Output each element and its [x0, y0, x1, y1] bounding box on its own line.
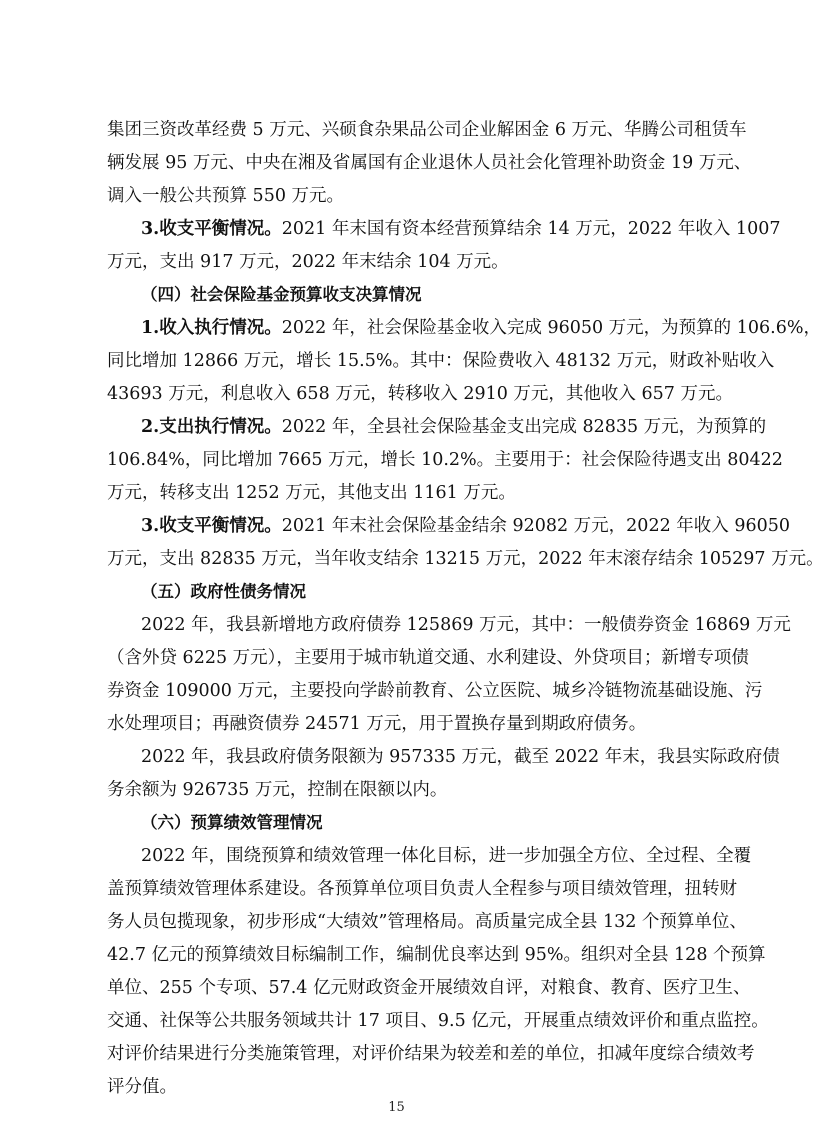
section-heading: （五）政府性债务情况 [141, 582, 306, 601]
body-line: 调入一般公共预算 550 万元。 [107, 186, 345, 206]
paragraph-line: 2022 年，围绕预算和绩效管理一体化目标，进一步加强全方位、全过程、全覆 [141, 846, 752, 866]
body-line: 同比增加 12866 万元，增长 15.5%。其中：保险费收入 48132 万元，财政补贴收入 [107, 351, 775, 371]
section-heading: （四）社会保险基金预算收支决算情况 [141, 285, 422, 304]
page-number: 15 [388, 1100, 405, 1115]
body-line: 水处理项目；再融资债券 24571 万元，用于置换存量到期政府债务。 [107, 714, 647, 734]
body-line: 辆发展 95 万元、中央在湘及省属国有企业退休人员社会化管理补助资金 19 万元、 [107, 153, 752, 173]
body-line: 务人员包揽现象，初步形成“大绩效”管理格局。高质量完成全县 132 个预算单位、 [107, 912, 747, 932]
paragraph-line: 3.收支平衡情况。2021 年末国有资本经营预算结余 14 万元，2022 年收入 1007 [141, 219, 781, 239]
body-line: 评分值。 [107, 1077, 177, 1097]
section-label: 3.收支平衡情况。 [141, 516, 282, 536]
body-line: 集团三资改革经费 5 万元、兴硕食杂果品公司企业解困金 6 万元、华腾公司租赁车 [107, 120, 747, 140]
body-line: 对评价结果进行分类施策管理，对评价结果为较差和差的单位，扣减年度综合绩效考 [107, 1044, 755, 1064]
section-heading: （六）预算绩效管理情况 [141, 813, 323, 832]
section-label: 3.收支平衡情况。 [141, 219, 282, 239]
body-line: （含外贷 6225 万元），主要用于城市轨道交通、水利建设、外贷项目；新增专项债 [107, 648, 749, 668]
body-line: 42.7 亿元的预算绩效目标编制工作，编制优良率达到 95%。组织对全县 128 个预算 [107, 945, 766, 965]
body-line: 万元，支出 917 万元，2022 年末结余 104 万元。 [107, 252, 509, 272]
paragraph-line: 2022 年，我县新增地方政府债券 125869 万元，其中：一般债券资金 16869 万元 [141, 615, 791, 635]
body-line: 单位、255 个专项、57.4 亿元财政资金开展绩效自评，对粮食、教育、医疗卫生、 [107, 978, 751, 998]
paragraph-line: 2.支出执行情况。2022 年，全县社会保险基金支出完成 82835 万元，为预算的 [141, 417, 767, 437]
body-line: 盖预算绩效管理体系建设。各预算单位项目负责人全程参与项目绩效管理，扭转财 [107, 879, 737, 899]
body-line: 务余额为 926735 万元，控制在限额以内。 [107, 780, 448, 800]
body-line: 万元，支出 82835 万元，当年收支结余 13215 万元，2022 年末滚存结余 105297 万元。 [107, 549, 824, 569]
section-label: 2.支出执行情况。 [141, 417, 282, 437]
body-line: 43693 万元，利息收入 658 万元，转移收入 2910 万元，其他收入 657 万元。 [107, 384, 733, 404]
paragraph-line: 3.收支平衡情况。2021 年末社会保险基金结余 92082 万元，2022 年收入 96050 [141, 516, 791, 536]
paragraph-line: 1.收入执行情况。2022 年，社会保险基金收入完成 96050 万元，为预算的 106.6%， [141, 318, 821, 338]
body-line: 106.84%，同比增加 7665 万元，增长 10.2%。主要用于：社会保险待遇支出 80422 [107, 450, 783, 470]
paragraph-line: 2022 年，我县政府债务限额为 957335 万元，截至 2022 年末，我县实际政府债 [141, 747, 780, 767]
body-line: 交通、社保等公共服务领域共计 17 项目、9.5 亿元，开展重点绩效评价和重点监控。 [107, 1011, 769, 1031]
body-line: 券资金 109000 万元，主要投向学龄前教育、公立医院、城乡冷链物流基础设施、污 [107, 681, 763, 701]
section-label: 1.收入执行情况。 [141, 318, 282, 338]
body-line: 万元，转移支出 1252 万元，其他支出 1161 万元。 [107, 483, 516, 503]
